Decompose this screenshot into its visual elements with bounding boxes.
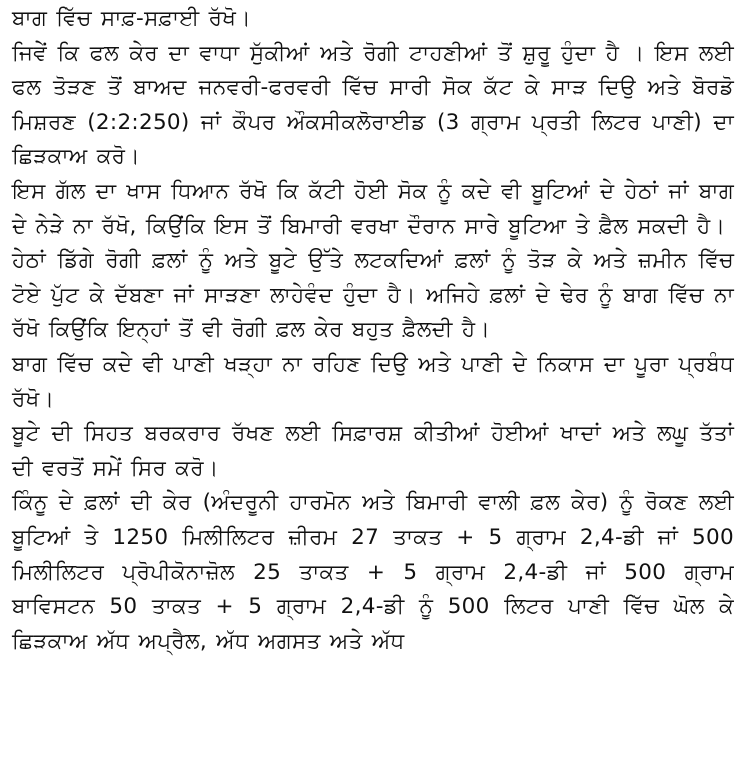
paragraph-pruning-and-spray: ਜਿਵੇਂ ਕਿ ਫਲ ਕੇਰ ਦਾ ਵਾਧਾ ਸੁੱਕੀਆਂ ਅਤੇ ਰੋਗੀ ਟਾਹਣੀਆਂ ਤੋਂ ਸ਼ੁਰੂ ਹੁੰਦਾ ਹੈ । ਇਸ ਲਈ ਫਲ ਤੋੜਣ ਤੋਂ ਬਾਅਦ ਜਨਵਰੀ-ਫਰਵਰੀ ਵਿੱਚ ਸਾਰੀ ਸੋਕ ਕੱਟ ਕੇ ਸਾੜ ਦਿਉ ਅਤੇ ਬੋਰਡੋ ਮਿਸ਼ਰਣ (2:2:250) ਜਾਂ ਕੌਪਰ ਔਕਸੀਕਲੋਰਾਈਡ (3 ਗ੍ਰਾਮ ਪ੍ਰਤੀ ਲਿਟਰ ਪਾਣੀ) ਦਾ ਛਿੜਕਾਅ ਕਰੋ। [12,40,734,170]
paragraph-water-drainage: ਬਾਗ ਵਿੱਚ ਕਦੇ ਵੀ ਪਾਣੀ ਖੜ੍ਹਾ ਨਾ ਰਹਿਣ ਦਿਉ ਅਤੇ ਪਾਣੀ ਦੇ ਨਿਕਾਸ ਦਾ ਪੂਰਾ ਪ੍ਰਬੰਧ ਰੱਖੋ। [12,351,734,412]
paragraph-fruit-drop-spray-schedule: ਕਿੰਨੂ ਦੇ ਫ਼ਲਾਂ ਦੀ ਕੇਰ (ਅੰਦਰੂਨੀ ਹਾਰਮੋਨ ਅਤੇ ਬਿਮਾਰੀ ਵਾਲੀ ਫ਼ਲ ਕੇਰ) ਨੂੰ ਰੋਕਣ ਲਈ ਬੂਟਿਆਂ ਤੇ 1250 ਮਿਲੀਲਿਟਰ ਜ਼ੀਰਮ 27 ਤਾਕਤ + 5 ਗ੍ਰਾਮ 2,4-ਡੀ ਜਾਂ 500 ਮਿਲੀਲਿਟਰ ਪ੍ਰੋਪੀਕੋਨਾਜ਼ੋਲ 25 ਤਾਕਤ + 5 ਗ੍ਰਾਮ 2,4-ਡੀ ਜਾਂ 500 ਗ੍ਰਾਮ ਬਾਵਿਸਟਨ 50 ਤਾਕਤ + 5 ਗ੍ਰਾਮ 2,4-ਡੀ ਨੂੰ 500 ਲਿਟਰ ਪਾਣੀ ਵਿੱਚ ਘੋਲ ਕੇ ਛਿੜਕਾਅ ਅੱਧ ਅਪ੍ਰੈਲ, ਅੱਧ ਅਗਸਤ ਅਤੇ ਅੱਧ [12,490,734,654]
paragraph-cut-branches-disposal: ਇਸ ਗੱਲ ਦਾ ਖਾਸ ਧਿਆਨ ਰੱਖੋ ਕਿ ਕੱਟੀ ਹੋਈ ਸੋਕ ਨੂੰ ਕਦੇ ਵੀ ਬੂਟਿਆਂ ਦੇ ਹੇਠਾਂ ਜਾਂ ਬਾਗ ਦੇ ਨੇੜੇ ਨਾ ਰੱਖੋ, ਕਿਉਂਕਿ ਇਸ ਤੋਂ ਬਿਮਾਰੀ ਵਰਖਾ ਦੌਰਾਨ ਸਾਰੇ ਬੂਟਿਆ ਤੇ ਫ਼ੈਲ ਸਕਦੀ ਹੈ। [12,178,734,239]
paragraph-fallen-fruit-disposal: ਹੇਠਾਂ ਡਿੱਗੇ ਰੋਗੀ ਫ਼ਲਾਂ ਨੂੰ ਅਤੇ ਬੂਟੇ ਉੱਤੇ ਲਟਕਦਿਆਂ ਫ਼ਲਾਂ ਨੂੰ ਤੋੜ ਕੇ ਅਤੇ ਜ਼ਮੀਨ ਵਿੱਚ ਟੋਏ ਪੁੱਟ ਕੇ ਦੱਬਣਾ ਜਾਂ ਸਾੜਣਾ ਲਾਹੇਵੰਦ ਹੁੰਦਾ ਹੈ। ਅਜਿਹੇ ਫ਼ਲਾਂ ਦੇ ਢੇਰ ਨੂੰ ਬਾਗ ਵਿੱਚ ਨਾ ਰੱਖੋ ਕਿਉਂਕਿ ਇਨ੍ਹਾਂ ਤੋਂ ਵੀ ਰੋਗੀ ਫ਼ਲ ਕੇਰ ਬਹੁਤ ਫ਼ੈਲਦੀ ਹੈ। [12,248,734,343]
document-body [12,2,734,659]
paragraph-fertilizer-use: ਬੂਟੇ ਦੀ ਸਿਹਤ ਬਰਕਰਾਰ ਰੱਖਣ ਲਈ ਸਿਫ਼ਾਰਸ਼ ਕੀਤੀਆਂ ਹੋਈਆਂ ਖਾਦਾਂ ਅਤੇ ਲਘੂ ਤੱਤਾਂ ਦੀ ਵਰਤੋਂ ਸਮੇਂ ਸਿਰ ਕਰੋ। [12,421,734,481]
paragraph-orchard-cleanliness: ਬਾਗ ਵਿੱਚ ਸਾਫ਼-ਸਫ਼ਾਈ ਰੱਖੋ। [12,6,252,31]
